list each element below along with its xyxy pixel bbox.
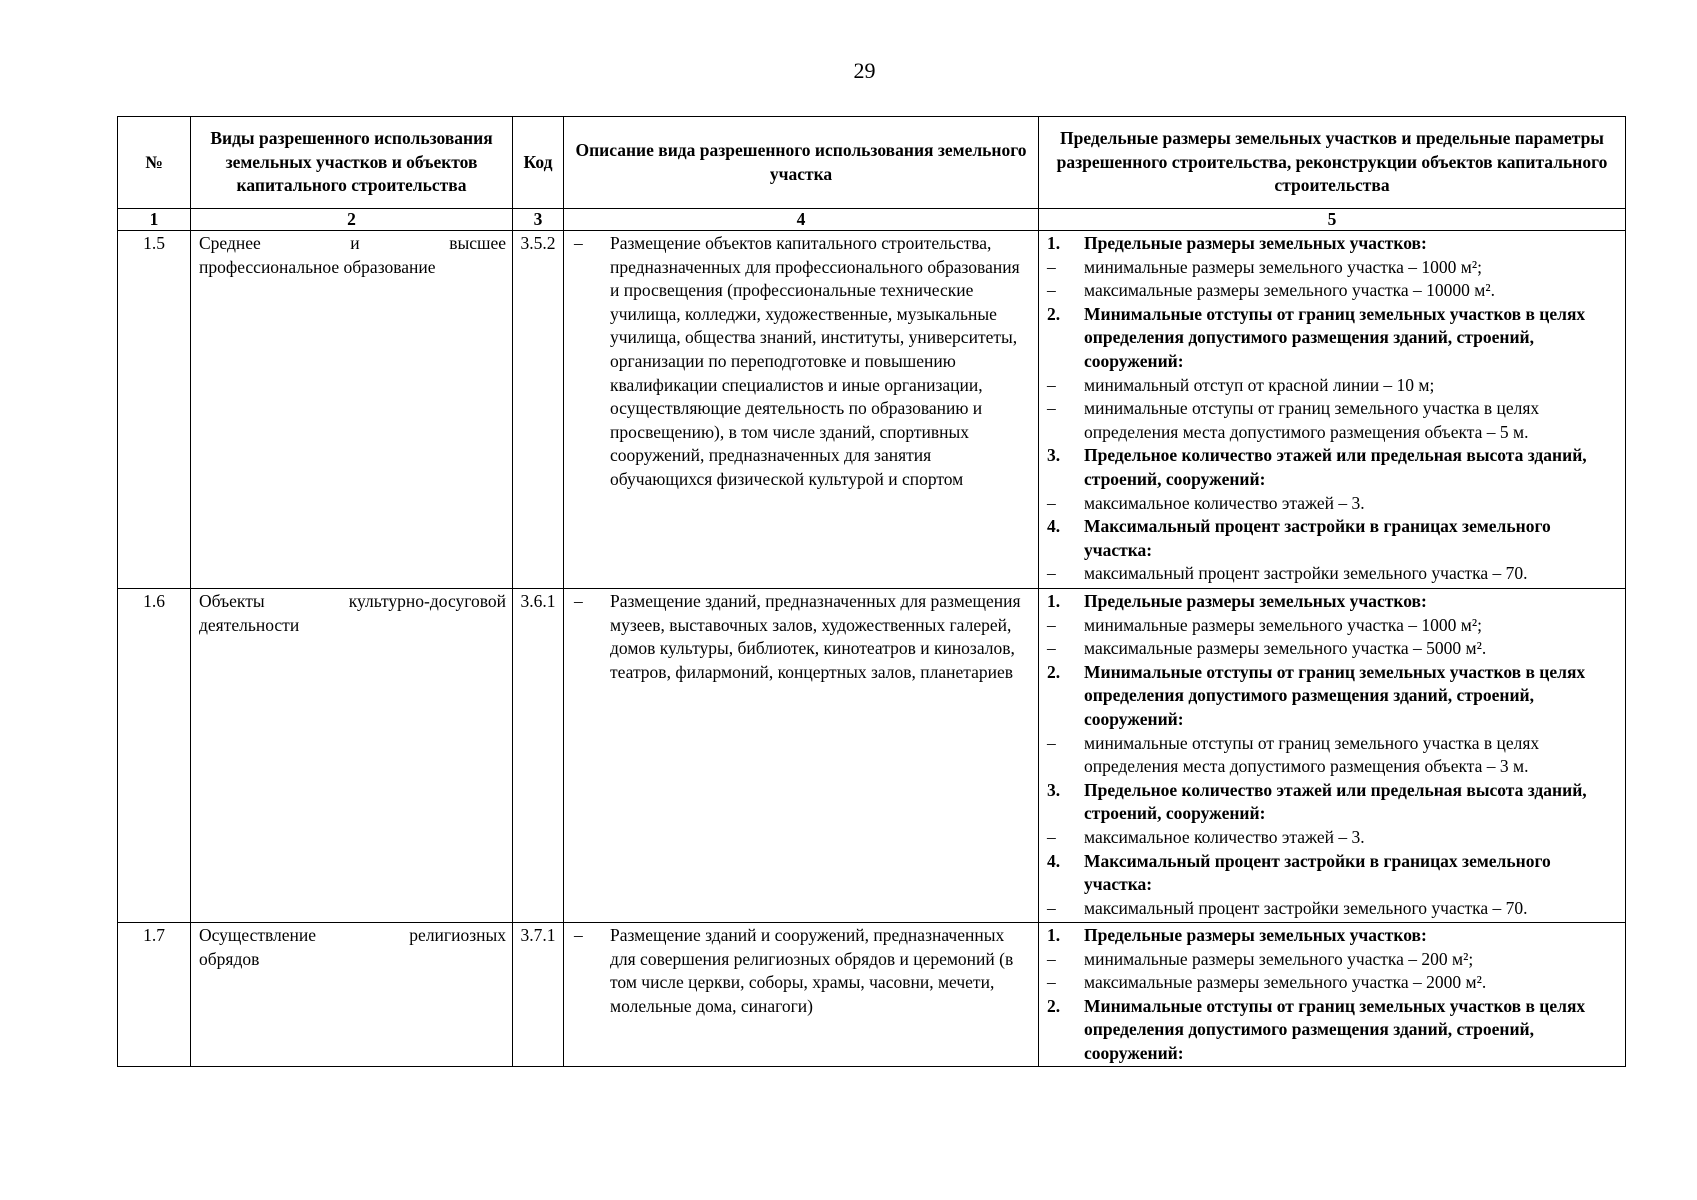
description-text: Размещение объектов капитального строительства, предназначенных для профессионального образования и просвещения (профессиональные технические училища, колледжи, художественные, музыкальные училища, общества знаний, институты, университеты, организации по переподготовке и повышению квалификации специалистов и иные организации, осуществляющие деятельность по образованию и просвещению), в том числе зданий, спортивных сооружений, предназначенных для занятия обучающихся физической культурой и спортом (610, 233, 1020, 489)
param-text: Минимальные отступы от границ земельных участков в целях определения допустимого размещения зданий, строений, сооружений: (1084, 661, 1586, 729)
use-description (564, 589, 1039, 923)
param-text: Предельное количество этажей или предельная высота зданий, строений, сооружений: (1084, 779, 1587, 824)
param-text: минимальный отступ от красной линии – 10 м; (1084, 374, 1435, 395)
row-number: 1.5 (118, 231, 191, 589)
param-text: максимальные размеры земельного участка – 10000 м². (1084, 280, 1495, 301)
use-type (191, 589, 513, 923)
param-marker: – (1047, 563, 1056, 584)
use-description (564, 923, 1039, 1067)
table-header-row (118, 117, 1626, 209)
description-text: Размещение зданий, предназначенных для размещения музеев, выставочных залов, художественных галерей, домов культуры, библиотек, кинотеатров и кинозалов, театров, филармоний, концертных залов, планетариев (610, 591, 1021, 682)
use-type-first-line: Осуществление религиозных (199, 925, 506, 945)
column-number: 3 (513, 209, 564, 231)
param-marker: 3. (1047, 779, 1061, 800)
row-number: 1.6 (118, 589, 191, 923)
land-use-table (117, 116, 1626, 1067)
param-marker: – (1047, 972, 1056, 993)
use-code: 3.7.1 (513, 923, 564, 1067)
dash-marker: – (574, 233, 583, 253)
description-text: Размещение зданий и сооружений, предназначенных для совершения религиозных обрядов и церемоний (в том числе церкви, соборы, храмы, часовни, мечети, молельные дома, синагоги) (610, 925, 1014, 1016)
dash-marker: – (574, 925, 583, 945)
use-type-rest: профессиональное образование (199, 256, 436, 277)
param-item (1047, 374, 1619, 398)
column-number-row (118, 209, 1626, 231)
param-text: максимальный процент застройки земельного участка – 70. (1084, 563, 1528, 584)
param-marker: – (1047, 948, 1056, 969)
parameters-cell (1039, 923, 1626, 1067)
param-text: максимальные размеры земельного участка – 5000 м². (1084, 638, 1487, 659)
use-code: 3.5.2 (513, 231, 564, 589)
table-row (118, 231, 1626, 589)
param-item (1047, 897, 1619, 921)
param-marker: 1. (1047, 233, 1061, 253)
param-text: минимальные отступы от границ земельного участка в целях определения места допустимого размещения объекта – 3 м. (1084, 732, 1540, 777)
param-item (1047, 515, 1619, 562)
param-marker: – (1047, 492, 1056, 513)
param-text: Предельные размеры земельных участков: (1084, 233, 1427, 253)
param-text: Максимальный процент застройки в границах земельного участка: (1084, 850, 1551, 895)
page-number: 29 (853, 58, 876, 83)
param-marker: – (1047, 256, 1056, 277)
param-item (1047, 637, 1619, 661)
param-text: Предельное количество этажей или предельная высота зданий, строений, сооружений: (1084, 445, 1587, 489)
param-text: минимальные размеры земельного участка – 1000 м²; (1084, 256, 1482, 277)
param-marker: 1. (1047, 591, 1061, 611)
header-params: Предельные размеры земельных участков и предельные параметры разрешенного строительства, реконструкции объектов капитального строительства (1039, 117, 1626, 209)
param-marker: 2. (1047, 303, 1061, 324)
use-type-rest: обрядов (199, 948, 260, 969)
param-item (1047, 256, 1619, 280)
param-marker: – (1047, 398, 1056, 419)
header-code: Код (513, 117, 564, 209)
param-item (1047, 732, 1619, 779)
param-item (1047, 279, 1619, 303)
param-text: Максимальный процент застройки в границах земельного участка: (1084, 516, 1551, 560)
dash-marker: – (574, 591, 583, 611)
table-row (118, 589, 1626, 923)
param-marker: – (1047, 826, 1056, 847)
param-item (1047, 661, 1619, 732)
param-item (1047, 590, 1619, 614)
param-text: Минимальные отступы от границ земельных участков в целях определения допустимого размещения зданий, строений, сооружений: (1084, 995, 1586, 1063)
param-marker: – (1047, 897, 1056, 918)
param-marker: – (1047, 614, 1056, 635)
header-description: Описание вида разрешенного использования земельного участка (564, 117, 1039, 209)
param-marker: 1. (1047, 925, 1061, 945)
param-marker: 4. (1047, 850, 1061, 871)
param-text: Предельные размеры земельных участков: (1084, 925, 1427, 945)
use-code: 3.6.1 (513, 589, 564, 923)
param-marker: 2. (1047, 661, 1061, 682)
use-description (564, 231, 1039, 589)
header-type: Виды разрешенного использования земельных участков и объектов капитального строительства (191, 117, 513, 209)
param-text: максимальный процент застройки земельного участка – 70. (1084, 897, 1528, 918)
param-text: Минимальные отступы от границ земельных участков в целях определения допустимого размещения зданий, строений, сооружений: (1084, 303, 1586, 371)
param-item (1047, 850, 1619, 897)
param-item (1047, 826, 1619, 850)
param-marker: – (1047, 280, 1056, 301)
use-type (191, 923, 513, 1067)
use-type-first-line: Объекты культурно-досуговой (199, 591, 506, 611)
param-item (1047, 614, 1619, 638)
row-number: 1.7 (118, 923, 191, 1067)
param-text: максимальные размеры земельного участка – 2000 м². (1084, 972, 1487, 993)
param-marker: – (1047, 374, 1056, 395)
parameters-cell (1039, 589, 1626, 923)
use-type (191, 231, 513, 589)
column-number: 4 (564, 209, 1039, 231)
param-item (1047, 562, 1619, 586)
param-item (1047, 948, 1619, 972)
param-marker: 4. (1047, 516, 1061, 537)
parameters-cell (1039, 231, 1626, 589)
param-text: минимальные размеры земельного участка – 1000 м²; (1084, 614, 1482, 635)
column-number: 2 (191, 209, 513, 231)
param-marker: 3. (1047, 445, 1061, 466)
param-marker: 2. (1047, 995, 1061, 1016)
header-num: № (118, 117, 191, 209)
param-item (1047, 971, 1619, 995)
param-text: максимальное количество этажей – 3. (1084, 492, 1365, 513)
use-type-first-line: Среднее и высшее (199, 233, 506, 253)
column-number: 1 (118, 209, 191, 231)
param-item (1047, 779, 1619, 826)
param-item (1047, 303, 1619, 374)
param-item (1047, 444, 1619, 491)
param-text: минимальные отступы от границ земельного участка в целях определения места допустимого размещения объекта – 5 м. (1084, 398, 1540, 442)
param-item (1047, 924, 1619, 948)
param-marker: – (1047, 732, 1056, 753)
param-item (1047, 995, 1619, 1066)
param-item (1047, 492, 1619, 516)
table-row (118, 923, 1626, 1067)
use-type-rest: деятельности (199, 614, 300, 635)
param-marker: – (1047, 638, 1056, 659)
param-text: минимальные размеры земельного участка – 200 м²; (1084, 948, 1474, 969)
param-text: Предельные размеры земельных участков: (1084, 591, 1427, 611)
param-item (1047, 232, 1619, 256)
param-item (1047, 397, 1619, 444)
param-text: максимальное количество этажей – 3. (1084, 826, 1365, 847)
column-number: 5 (1039, 209, 1626, 231)
